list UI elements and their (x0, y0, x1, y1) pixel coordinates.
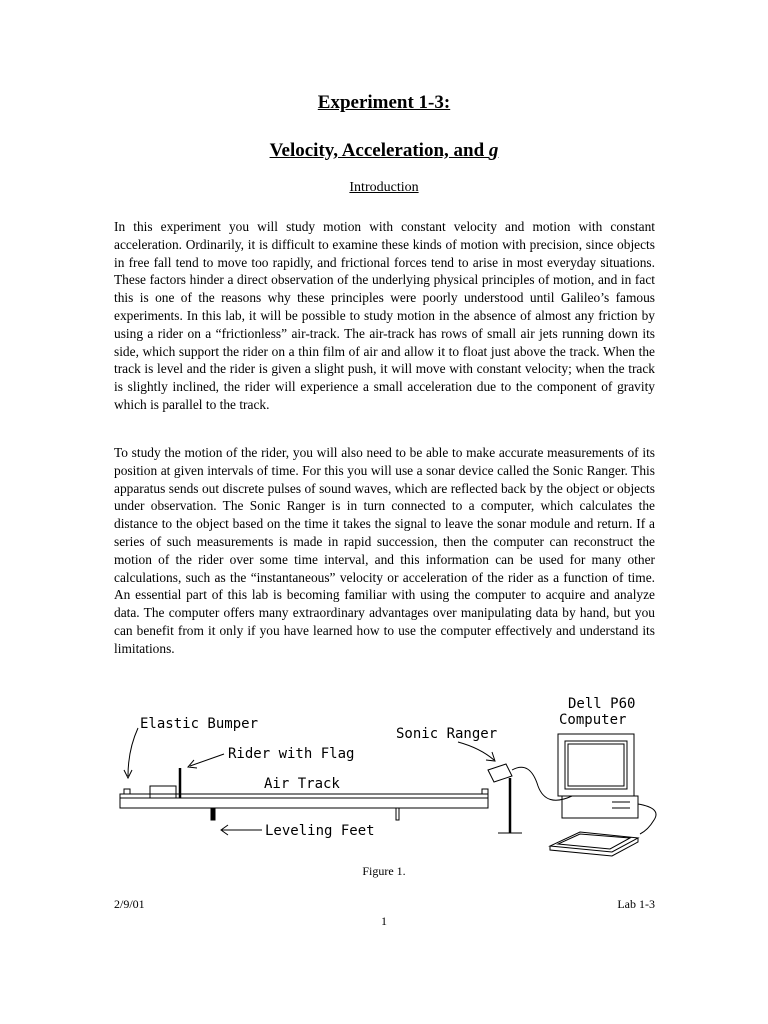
label-computer-model: Dell P60 (568, 696, 636, 712)
label-rider-with-flag: Rider with Flag (228, 746, 355, 762)
computer-monitor (558, 734, 634, 796)
elastic-bumper (124, 789, 130, 794)
leveling-foot-right (396, 808, 399, 820)
footer-lab: Lab 1-3 (617, 897, 655, 911)
paragraph-2: To study the motion of the rider, you will also need to be able to make accurate measurements of its position at given intervals of time. For this you will use a sonar device called the Sonic Ranger. This apparatus sends out discrete pulses of sound waves, which are reflected back by the object or objects under observation. The Sonic Ranger is in turn connected to a computer, which calculates the distance to the object based on the time it takes the signal to leave the sonar module and return. If a series of such measurements is made in rapid succession, then the computer can reconstruct the motion of the rider over some time interval, and this information can be used for many other calculations, such as the “instantaneous” velocity or acceleration of the rider as a function of time. An essential part of this lab is becoming familiar with using the computer to acquire and analyze data. The computer offers many extraordinary advantages over manipulating data by hand, but you can benefit from it only if you have learned how to use the computer effectively and understand its limitations. (114, 445, 655, 656)
label-elastic-bumper: Elastic Bumper (140, 716, 259, 732)
air-track (120, 794, 488, 808)
page-subtitle (0, 140, 768, 162)
page-number: 1 (381, 914, 387, 928)
end-bumper (482, 789, 488, 794)
arrow-rider-flag (188, 754, 224, 768)
section-heading: Introduction (349, 180, 419, 195)
label-computer: Computer (559, 712, 627, 728)
arrow-sonic-ranger (458, 742, 495, 761)
label-leveling-feet: Leveling Feet (265, 823, 375, 839)
sonic-ranger (488, 764, 522, 833)
keyboard (550, 832, 638, 856)
paragraph-1: In this experiment you will study motion with constant velocity and motion with constant acceleration. Ordinarily, it is difficult to examine these kinds of motion with precision, since objects in free fall tend to move too rapidly, and frictional forces tend to arise in most everyday situations. These factors hinder a direct observation of the underlying physical principles of motion, and in fact this is one of the reasons why these principles were poorly understood until Galileo’s famous experiments. In this lab, it will be possible to study motion in the absence of almost any friction by using a rider on a “frictionless” air-track. The air-track has rows of small air jets running down its side, which support the rider on a thin film of air and allow it to float just above the track. When the track is level and the rider is given a slight push, it will move with constant velocity; when the track is slightly inclined, the rider will experience a small acceleration due to the component of gravity which is parallel to the track. (114, 219, 655, 412)
subtitle-main: Velocity, Acceleration, and (269, 140, 489, 161)
subtitle-g: g (488, 140, 499, 161)
leveling-foot-left (211, 808, 215, 820)
label-sonic-ranger: Sonic Ranger (396, 726, 498, 742)
figure-caption: Figure 1. (362, 864, 406, 878)
label-air-track: Air Track (264, 776, 340, 792)
apparatus-figure (110, 690, 670, 860)
sonic-ranger-cable (512, 767, 572, 800)
footer-date: 2/9/01 (114, 897, 145, 911)
arrow-leveling-feet (221, 825, 262, 835)
page-title: Experiment 1-3: (317, 92, 451, 113)
computer-base (562, 796, 638, 818)
arrow-elastic-bumper (124, 728, 138, 778)
keyboard-cable (638, 804, 656, 834)
